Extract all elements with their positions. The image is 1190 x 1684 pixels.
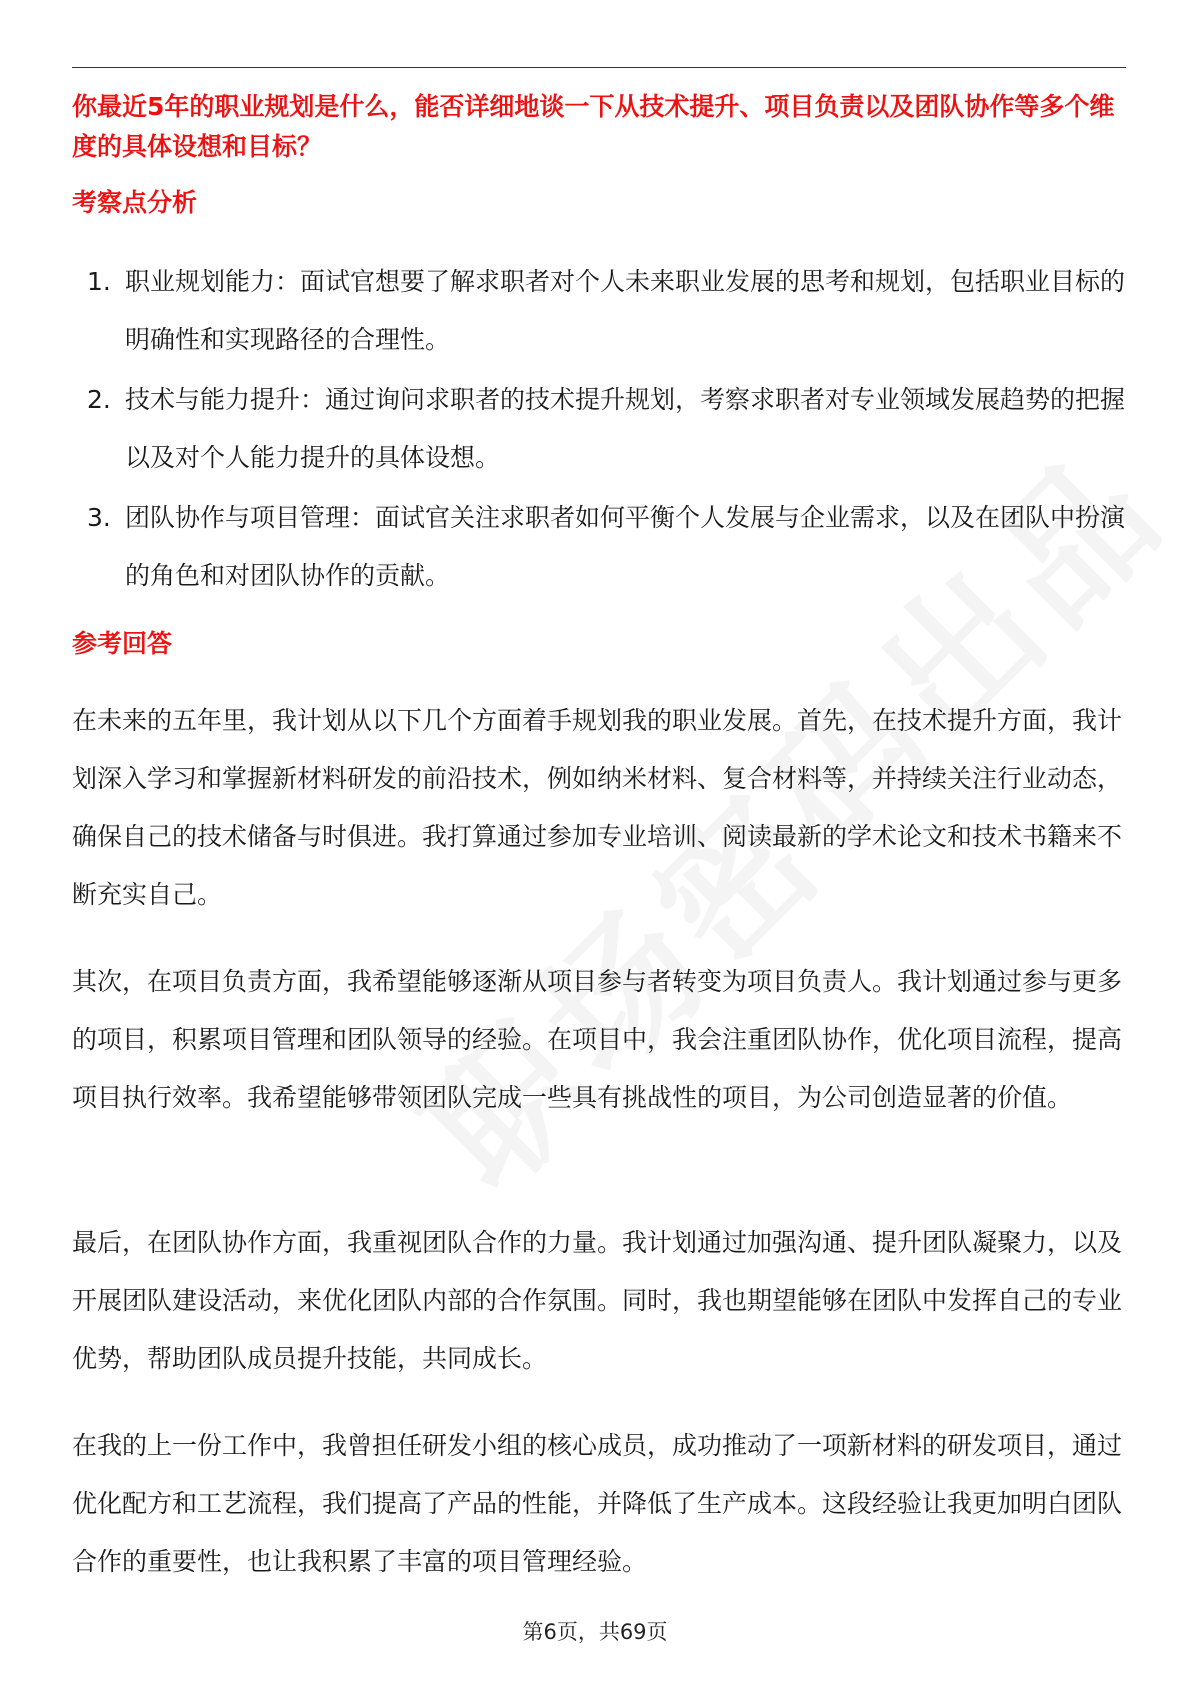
item-number: 1. bbox=[87, 267, 111, 296]
item-number: 3. bbox=[87, 503, 111, 532]
item-number: 2. bbox=[87, 385, 111, 414]
answer-heading: 参考回答 bbox=[72, 629, 173, 658]
item-text: 技术与能力提升：通过询问求职者的技术提升规划，考察求职者对专业领域发展趋势的把握以及对个人能力提升的具体设想。 bbox=[125, 385, 1126, 472]
answer-paragraph: 在我的上一份工作中，我曾担任研发小组的核心成员，成功推动了一项新材料的研发项目，通过优化配方和工艺流程，我们提高了产品的性能，并降低了生产成本。这段经验让我更加明白团队合作的重要性，也让我积累了丰富的项目管理经验。 bbox=[72, 1431, 1123, 1576]
item-text: 团队协作与项目管理：面试官关注求职者如何平衡个人发展与企业需求，以及在团队中扮演的角色和对团队协作的贡献。 bbox=[125, 503, 1126, 590]
top-divider bbox=[72, 67, 1126, 68]
analysis-item bbox=[72, 253, 1132, 369]
analysis-item bbox=[72, 489, 1132, 605]
question-title: 你最近5年的职业规划是什么，能否详细地谈一下从技术提升、项目负责以及团队协作等多个维度的具体设想和目标？ bbox=[72, 92, 1115, 161]
answer-paragraph: 在未来的五年里，我计划从以下几个方面着手规划我的职业发展。首先，在技术提升方面，我计划深入学习和掌握新材料研发的前沿技术，例如纳米材料、复合材料等，并持续关注行业动态，确保自己的技术储备与时俱进。我打算通过参加专业培训、阅读最新的学术论文和技术书籍来不断充实自己。 bbox=[72, 706, 1123, 909]
page-footer: 第6页，共69页 bbox=[522, 1620, 668, 1644]
answer-paragraph: 最后，在团队协作方面，我重视团队合作的力量。我计划通过加强沟通、提升团队凝聚力，以及开展团队建设活动，来优化团队内部的合作氛围。同时，我也期望能够在团队中发挥自己的专业优势，帮助团队成员提升技能，共同成长。 bbox=[72, 1228, 1123, 1373]
analysis-list bbox=[72, 253, 1132, 607]
item-text: 职业规划能力：面试官想要了解求职者对个人未来职业发展的思考和规划，包括职业目标的明确性和实现路径的合理性。 bbox=[125, 267, 1126, 354]
analysis-heading: 考察点分析 bbox=[72, 188, 198, 217]
answer-paragraph: 其次，在项目负责方面，我希望能够逐渐从项目参与者转变为项目负责人。我计划通过参与更多的项目，积累项目管理和团队领导的经验。在项目中，我会注重团队协作，优化项目流程，提高项目执行效率。我希望能够带领团队完成一些具有挑战性的项目，为公司创造显著的价值。 bbox=[72, 967, 1123, 1112]
analysis-item bbox=[72, 371, 1132, 487]
